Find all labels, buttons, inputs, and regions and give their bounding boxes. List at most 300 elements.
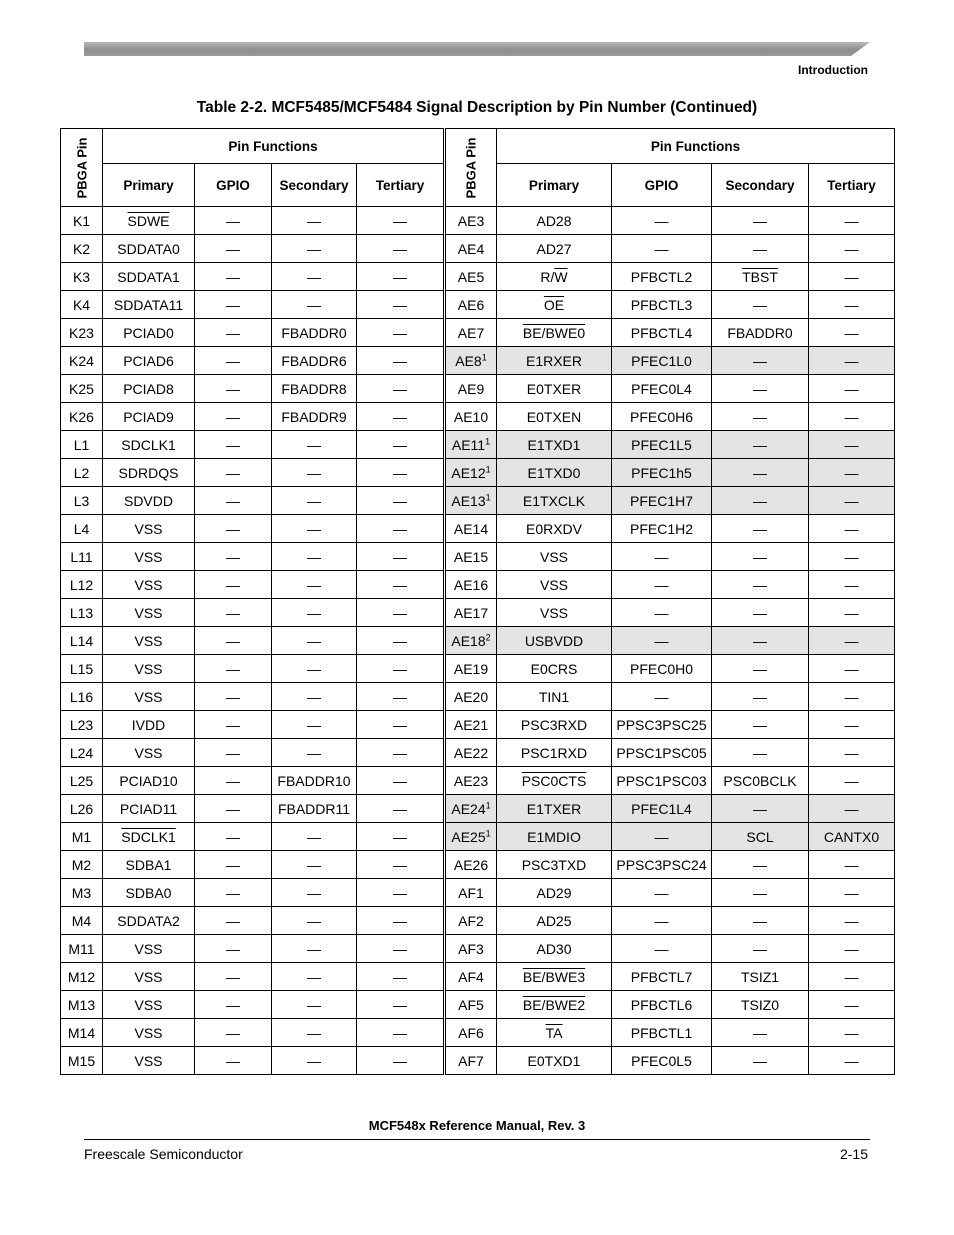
table-row	[61, 235, 895, 263]
tertiary-cell: —	[357, 375, 445, 403]
pin-label: AF7	[458, 1052, 484, 1069]
secondary-cell: —	[272, 739, 357, 767]
tertiary-cell: —	[809, 515, 895, 543]
gpio-cell: —	[195, 627, 272, 655]
primary-cell: E0RXDV	[497, 515, 612, 543]
signal-table	[60, 128, 895, 1075]
primary-cell: PSC1RXD	[497, 739, 612, 767]
pin-functions-header-left: Pin Functions	[103, 129, 445, 164]
pin-cell: M15	[61, 1047, 103, 1075]
pin-cell: K23	[61, 319, 103, 347]
gpio-cell: —	[195, 991, 272, 1019]
pin-cell	[445, 739, 497, 767]
pin-label: AE22	[453, 744, 489, 761]
tertiary-cell: —	[357, 963, 445, 991]
pin-cell: K25	[61, 375, 103, 403]
tertiary-cell: —	[357, 235, 445, 263]
secondary-cell: —	[272, 1047, 357, 1075]
gpio-cell: —	[195, 1047, 272, 1075]
footnote-marker: 1	[485, 491, 491, 502]
gpio-cell: PPSC1PSC03	[612, 767, 712, 795]
gpio-cell: —	[612, 935, 712, 963]
primary-cell: PSC0CTS	[497, 767, 612, 795]
primary-cell: AD29	[497, 879, 612, 907]
primary-cell: PSC3TXD	[497, 851, 612, 879]
tertiary-cell: —	[357, 627, 445, 655]
gpio-cell: PFEC1L5	[612, 431, 712, 459]
pin-cell	[445, 711, 497, 739]
gpio-cell: —	[195, 655, 272, 683]
tertiary-cell: —	[809, 795, 895, 823]
gpio-cell: PFEC0H6	[612, 403, 712, 431]
pin-label: AF2	[458, 912, 484, 929]
secondary-cell: —	[272, 991, 357, 1019]
gpio-cell: —	[195, 795, 272, 823]
pin-cell: L3	[61, 487, 103, 515]
gpio-cell: —	[195, 879, 272, 907]
pin-cell	[445, 767, 497, 795]
pin-label: AE25	[451, 828, 486, 845]
footer-page-number: 2-15	[839, 1146, 868, 1162]
gpio-cell: PFBCTL2	[612, 263, 712, 291]
pin-cell: L16	[61, 683, 103, 711]
table-row	[61, 571, 895, 599]
gpio-cell: —	[612, 879, 712, 907]
footer-manual-title: MCF548x Reference Manual, Rev. 3	[368, 1118, 586, 1133]
primary-cell: VSS	[103, 963, 195, 991]
pin-cell	[445, 291, 497, 319]
tertiary-cell: —	[809, 263, 895, 291]
pin-label: AE26	[453, 856, 489, 873]
pin-cell	[445, 879, 497, 907]
primary-cell: E1RXER	[497, 347, 612, 375]
primary-cell: VSS	[497, 571, 612, 599]
footnote-marker: 1	[485, 463, 491, 474]
secondary-cell: —	[272, 935, 357, 963]
secondary-cell: FBADDR11	[272, 795, 357, 823]
primary-cell: SDCLK1	[103, 823, 195, 851]
col-tertiary-left: Tertiary	[357, 164, 445, 207]
gpio-cell: PFBCTL7	[612, 963, 712, 991]
secondary-cell: —	[712, 795, 809, 823]
secondary-cell: FBADDR10	[272, 767, 357, 795]
col-gpio-left: GPIO	[195, 164, 272, 207]
secondary-cell: —	[272, 711, 357, 739]
tertiary-cell: —	[357, 207, 445, 235]
gpio-cell: —	[195, 935, 272, 963]
pin-cell	[445, 459, 497, 487]
pin-label: AF3	[458, 940, 484, 957]
secondary-cell: —	[272, 851, 357, 879]
pin-label: AF1	[458, 884, 484, 901]
secondary-cell: —	[712, 235, 809, 263]
gpio-cell: —	[195, 291, 272, 319]
pin-label: AE24	[451, 800, 486, 817]
pin-cell: L24	[61, 739, 103, 767]
pin-label: AE3	[457, 212, 485, 229]
gpio-cell: —	[195, 739, 272, 767]
gpio-cell: —	[195, 431, 272, 459]
secondary-cell: —	[272, 879, 357, 907]
pin-label: AE8	[455, 352, 482, 369]
pin-cell	[445, 487, 497, 515]
secondary-cell: TSIZ0	[712, 991, 809, 1019]
tertiary-cell: —	[809, 543, 895, 571]
primary-cell: SDDATA0	[103, 235, 195, 263]
primary-cell: VSS	[103, 515, 195, 543]
tertiary-cell: —	[357, 711, 445, 739]
tertiary-cell: —	[809, 459, 895, 487]
secondary-cell: —	[712, 935, 809, 963]
col-secondary-left: Secondary	[272, 164, 357, 207]
pin-cell	[445, 963, 497, 991]
gpio-cell: —	[195, 515, 272, 543]
table-row	[61, 375, 895, 403]
gpio-cell: PFBCTL6	[612, 991, 712, 1019]
table-title: Table 2-2. MCF5485/MCF5484 Signal Description by Pin Number (Continued)	[196, 99, 758, 116]
primary-cell: SDDATA11	[103, 291, 195, 319]
pin-cell	[445, 403, 497, 431]
col-primary-right: Primary	[497, 164, 612, 207]
pin-cell	[445, 795, 497, 823]
table-row	[61, 1019, 895, 1047]
pin-label: AE14	[453, 520, 489, 537]
tertiary-cell: —	[809, 963, 895, 991]
secondary-cell: FBADDR0	[712, 319, 809, 347]
table-row	[61, 963, 895, 991]
secondary-cell: —	[712, 627, 809, 655]
footnote-marker: 2	[485, 631, 491, 642]
primary-cell: SDCLK1	[103, 431, 195, 459]
pin-cell: M11	[61, 935, 103, 963]
primary-cell: E1MDIO	[497, 823, 612, 851]
secondary-cell: —	[712, 1047, 809, 1075]
pin-cell	[445, 543, 497, 571]
pin-cell: L23	[61, 711, 103, 739]
pin-label: AE4	[457, 240, 485, 257]
secondary-cell: —	[712, 207, 809, 235]
tertiary-cell: —	[809, 347, 895, 375]
table-row	[61, 795, 895, 823]
table-row	[61, 627, 895, 655]
tertiary-cell: —	[357, 907, 445, 935]
tertiary-cell: —	[809, 431, 895, 459]
pin-cell: M2	[61, 851, 103, 879]
primary-cell: VSS	[103, 543, 195, 571]
primary-cell: E1TXCLK	[497, 487, 612, 515]
secondary-cell: —	[712, 543, 809, 571]
pin-cell	[445, 935, 497, 963]
gpio-cell: —	[195, 375, 272, 403]
secondary-cell: —	[272, 263, 357, 291]
primary-cell: AD27	[497, 235, 612, 263]
gpio-cell: —	[612, 627, 712, 655]
secondary-cell: —	[712, 879, 809, 907]
gpio-cell: PPSC3PSC25	[612, 711, 712, 739]
pin-cell: K24	[61, 347, 103, 375]
secondary-cell: —	[712, 403, 809, 431]
header-bar	[84, 42, 870, 56]
tertiary-cell: —	[357, 487, 445, 515]
pin-cell	[445, 375, 497, 403]
primary-cell: PCIAD10	[103, 767, 195, 795]
primary-cell: E1TXER	[497, 795, 612, 823]
gpio-cell: —	[195, 767, 272, 795]
pin-cell	[445, 347, 497, 375]
secondary-cell: —	[272, 291, 357, 319]
primary-cell: SDVDD	[103, 487, 195, 515]
secondary-cell: —	[272, 571, 357, 599]
gpio-cell: —	[612, 823, 712, 851]
secondary-cell: —	[272, 963, 357, 991]
secondary-cell: —	[272, 543, 357, 571]
pin-cell: M14	[61, 1019, 103, 1047]
gpio-cell: PFEC1L0	[612, 347, 712, 375]
pin-cell	[445, 431, 497, 459]
primary-cell: VSS	[103, 571, 195, 599]
table-row	[61, 879, 895, 907]
secondary-cell: —	[272, 655, 357, 683]
gpio-cell: PFEC1L4	[612, 795, 712, 823]
table-row	[61, 739, 895, 767]
tertiary-cell: —	[357, 431, 445, 459]
pin-cell	[445, 571, 497, 599]
gpio-cell: PFBCTL1	[612, 1019, 712, 1047]
footnote-marker: 1	[485, 435, 491, 446]
primary-cell: VSS	[103, 1019, 195, 1047]
pin-cell: L13	[61, 599, 103, 627]
table-row	[61, 543, 895, 571]
table-row	[61, 1047, 895, 1075]
secondary-cell: —	[272, 627, 357, 655]
pin-cell	[445, 1047, 497, 1075]
pin-cell	[445, 627, 497, 655]
secondary-cell: —	[272, 599, 357, 627]
pin-cell: K26	[61, 403, 103, 431]
primary-cell: AD25	[497, 907, 612, 935]
pin-header-right: PBGA Pin	[445, 129, 497, 207]
tertiary-cell: —	[809, 935, 895, 963]
primary-cell: $\overline{OE}$	[497, 291, 612, 319]
secondary-cell: —	[712, 431, 809, 459]
gpio-cell: PPSC1PSC05	[612, 739, 712, 767]
primary-cell: $R/\overline{W}$	[497, 263, 612, 291]
tertiary-cell: —	[357, 347, 445, 375]
gpio-cell: —	[612, 543, 712, 571]
secondary-cell: —	[272, 683, 357, 711]
primary-cell: USBVDD	[497, 627, 612, 655]
tertiary-cell: —	[357, 515, 445, 543]
secondary-cell: FBADDR0	[272, 319, 357, 347]
primary-cell: PSC3RXD	[497, 711, 612, 739]
primary-cell: PCIAD8	[103, 375, 195, 403]
tertiary-cell: —	[357, 291, 445, 319]
tertiary-cell: —	[357, 543, 445, 571]
gpio-cell: —	[195, 319, 272, 347]
primary-cell: VSS	[103, 935, 195, 963]
gpio-cell: PFEC1h5	[612, 459, 712, 487]
secondary-cell: TBST	[712, 263, 809, 291]
tertiary-cell: —	[809, 711, 895, 739]
pin-label: AE10	[453, 408, 489, 425]
pin-cell: K4	[61, 291, 103, 319]
col-gpio-right: GPIO	[612, 164, 712, 207]
primary-cell: SDBA1	[103, 851, 195, 879]
tertiary-cell: —	[357, 823, 445, 851]
table-row	[61, 711, 895, 739]
table-row	[61, 291, 895, 319]
pin-label: AE19	[453, 660, 489, 677]
primary-cell: E0TXER	[497, 375, 612, 403]
primary-cell: VSS	[103, 683, 195, 711]
secondary-cell: —	[272, 1019, 357, 1047]
tertiary-cell: —	[809, 207, 895, 235]
footnote-marker: 1	[485, 799, 491, 810]
table-row	[61, 991, 895, 1019]
pin-label: AF4	[458, 968, 484, 985]
tertiary-cell: —	[357, 683, 445, 711]
gpio-cell: PFEC0L4	[612, 375, 712, 403]
table-body	[61, 207, 895, 1075]
gpio-cell: —	[195, 683, 272, 711]
secondary-cell: PSC0BCLK	[712, 767, 809, 795]
table-row	[61, 851, 895, 879]
primary-cell: E0TXEN	[497, 403, 612, 431]
gpio-cell: PFEC0L5	[612, 1047, 712, 1075]
primary-cell: SDWE	[103, 207, 195, 235]
secondary-cell: —	[712, 683, 809, 711]
table-row	[61, 431, 895, 459]
gpio-cell: —	[195, 599, 272, 627]
gpio-cell: PFEC0H0	[612, 655, 712, 683]
tertiary-cell: —	[357, 403, 445, 431]
pin-cell	[445, 823, 497, 851]
pin-label: AE17	[453, 604, 489, 621]
pin-cell: L1	[61, 431, 103, 459]
table-row	[61, 823, 895, 851]
primary-cell: VSS	[497, 543, 612, 571]
gpio-cell: —	[195, 543, 272, 571]
secondary-cell: —	[272, 235, 357, 263]
pin-cell: L12	[61, 571, 103, 599]
gpio-cell: —	[612, 571, 712, 599]
gpio-cell: —	[195, 571, 272, 599]
primary-cell: PCIAD6	[103, 347, 195, 375]
pin-label: AE20	[453, 688, 489, 705]
tertiary-cell: —	[357, 991, 445, 1019]
gpio-cell: —	[612, 907, 712, 935]
tertiary-cell: —	[809, 655, 895, 683]
secondary-cell: FBADDR9	[272, 403, 357, 431]
pin-cell: M4	[61, 907, 103, 935]
gpio-cell: —	[612, 683, 712, 711]
table-row	[61, 207, 895, 235]
secondary-cell: —	[712, 291, 809, 319]
tertiary-cell: —	[357, 571, 445, 599]
primary-cell: VSS	[103, 739, 195, 767]
pin-cell: L25	[61, 767, 103, 795]
gpio-cell: —	[195, 347, 272, 375]
primary-cell: VSS	[103, 599, 195, 627]
secondary-cell: —	[712, 851, 809, 879]
tertiary-cell: —	[809, 991, 895, 1019]
table-row	[61, 907, 895, 935]
pin-label: AE21	[453, 716, 489, 733]
secondary-cell: —	[712, 599, 809, 627]
table-row	[61, 487, 895, 515]
tertiary-cell: —	[809, 319, 895, 347]
gpio-cell: —	[195, 823, 272, 851]
secondary-cell: TSIZ1	[712, 963, 809, 991]
gpio-cell: PFEC1H7	[612, 487, 712, 515]
footer-divider	[84, 1139, 870, 1140]
primary-cell: PCIAD0	[103, 319, 195, 347]
secondary-cell: —	[712, 1019, 809, 1047]
primary-cell: E0TXD1	[497, 1047, 612, 1075]
primary-cell: BE/BWE0	[497, 319, 612, 347]
table-row	[61, 599, 895, 627]
gpio-cell: —	[195, 487, 272, 515]
footnote-marker: 1	[481, 351, 487, 362]
primary-cell: PCIAD9	[103, 403, 195, 431]
pin-cell: L4	[61, 515, 103, 543]
primary-cell: AD30	[497, 935, 612, 963]
pin-functions-header-right: Pin Functions	[497, 129, 895, 164]
secondary-cell: —	[712, 375, 809, 403]
pin-label: AE12	[451, 464, 486, 481]
secondary-cell: FBADDR8	[272, 375, 357, 403]
pin-header-left: PBGA Pin	[61, 129, 103, 207]
pin-cell: L11	[61, 543, 103, 571]
gpio-cell: —	[195, 459, 272, 487]
pin-cell	[445, 263, 497, 291]
pin-cell: K3	[61, 263, 103, 291]
table-row	[61, 935, 895, 963]
pin-cell: M12	[61, 963, 103, 991]
primary-cell: $\overline{TA}$	[497, 1019, 612, 1047]
tertiary-cell: —	[809, 627, 895, 655]
tertiary-cell: —	[809, 1019, 895, 1047]
primary-cell: E1TXD0	[497, 459, 612, 487]
secondary-cell: —	[712, 515, 809, 543]
pin-cell	[445, 599, 497, 627]
primary-cell: PCIAD11	[103, 795, 195, 823]
pin-cell	[445, 207, 497, 235]
pin-cell	[445, 907, 497, 935]
tertiary-cell: —	[357, 319, 445, 347]
table-row	[61, 655, 895, 683]
pin-label: AF5	[458, 996, 484, 1013]
primary-cell: AD28	[497, 207, 612, 235]
tertiary-cell: CANTX0	[809, 823, 895, 851]
primary-cell: E0CRS	[497, 655, 612, 683]
pin-cell: K1	[61, 207, 103, 235]
primary-cell: SDDATA1	[103, 263, 195, 291]
footnote-marker: 1	[485, 827, 491, 838]
table-row	[61, 683, 895, 711]
tertiary-cell: —	[809, 571, 895, 599]
table-row	[61, 515, 895, 543]
pin-cell	[445, 991, 497, 1019]
table-row	[61, 319, 895, 347]
secondary-cell: —	[272, 431, 357, 459]
tertiary-cell: —	[809, 879, 895, 907]
pin-cell: L2	[61, 459, 103, 487]
pin-label: AE15	[453, 548, 489, 565]
pin-label: AE11	[451, 436, 486, 453]
primary-cell: TIN1	[497, 683, 612, 711]
tertiary-cell: —	[809, 291, 895, 319]
